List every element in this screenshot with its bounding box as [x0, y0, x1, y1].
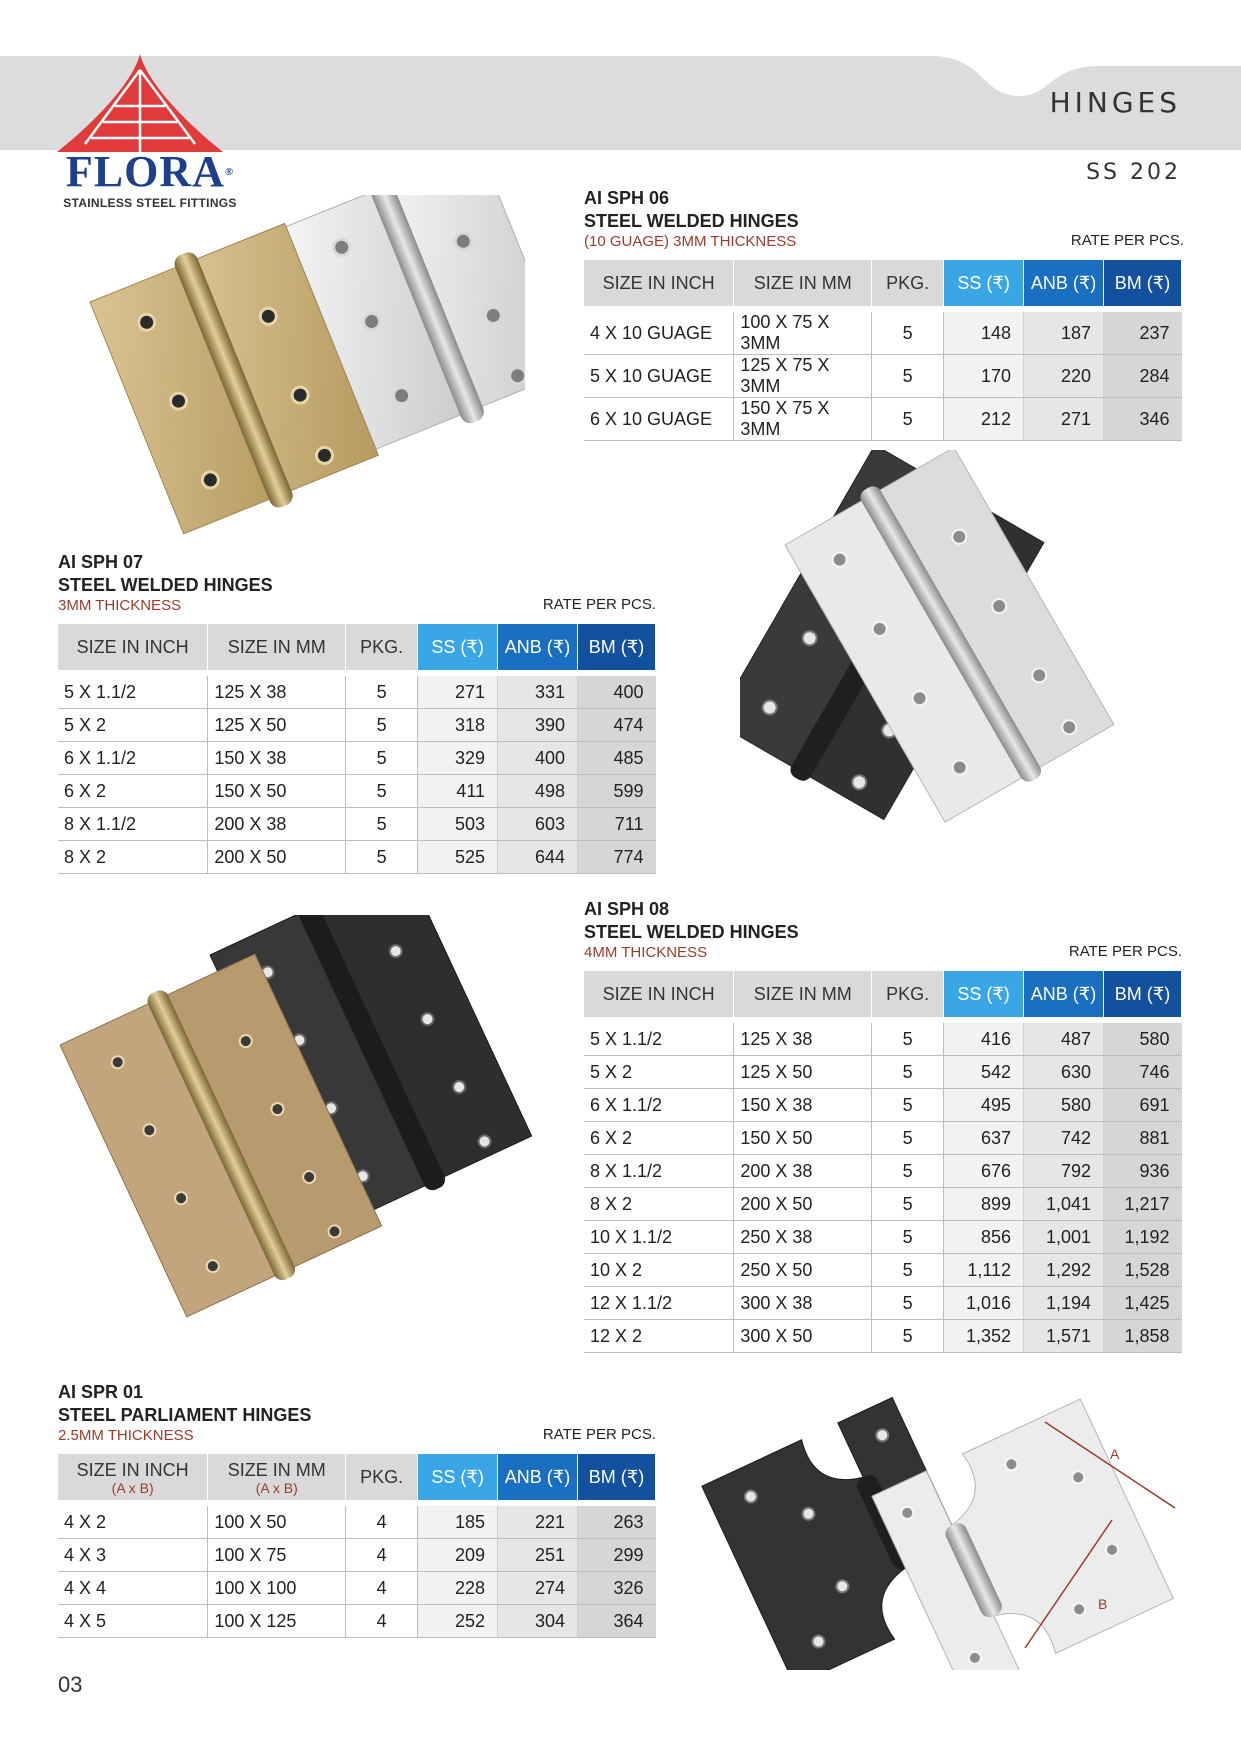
table-row [58, 808, 656, 841]
cell-size-mm: 125 X 50 [208, 709, 346, 742]
table-row [584, 312, 1182, 355]
table-row [58, 1506, 656, 1539]
cell-pkg: 5 [872, 1221, 944, 1254]
cell-ss-price: 676 [944, 1155, 1024, 1188]
cell-ss-price: 1,352 [944, 1320, 1024, 1353]
cell-anb-price: 304 [498, 1605, 578, 1638]
cell-bm-price: 284 [1104, 355, 1182, 398]
cell-ss-price: 416 [944, 1023, 1024, 1056]
cell-bm-price: 1,425 [1104, 1287, 1182, 1320]
cell-anb-price: 1,571 [1024, 1320, 1104, 1353]
col-size-inch: SIZE IN INCH [584, 260, 734, 306]
table-row [584, 1023, 1182, 1056]
cell-size-inch: 6 X 2 [584, 1122, 734, 1155]
cell-size-inch: 6 X 2 [58, 775, 208, 808]
block-sph06 [584, 186, 1184, 252]
table-row [58, 676, 656, 709]
cell-anb-price: 331 [498, 676, 578, 709]
cell-bm-price: 580 [1104, 1023, 1182, 1056]
cell-pkg: 5 [872, 1023, 944, 1056]
table-row [58, 1572, 656, 1605]
cell-anb-price: 498 [498, 775, 578, 808]
cell-pkg: 5 [872, 1254, 944, 1287]
cell-pkg: 4 [346, 1506, 418, 1539]
cell-ss-price: 637 [944, 1122, 1024, 1155]
cell-ss-price: 318 [418, 709, 498, 742]
col-pkg: PKG. [346, 624, 418, 670]
dimension-a-label: A [1110, 1446, 1120, 1462]
cell-pkg: 5 [872, 1155, 944, 1188]
product-code: AI SPR 01 [58, 1382, 144, 1402]
product-thickness: 3MM THICKNESS [58, 597, 182, 614]
cell-pkg: 5 [872, 1056, 944, 1089]
cell-pkg: 5 [872, 355, 944, 398]
cell-pkg: 5 [346, 709, 418, 742]
table-row [584, 1287, 1182, 1320]
cell-size-inch: 5 X 2 [584, 1056, 734, 1089]
cell-anb-price: 644 [498, 841, 578, 874]
table-row [584, 1056, 1182, 1089]
cell-pkg: 5 [872, 1122, 944, 1155]
cell-ss-price: 252 [418, 1605, 498, 1638]
cell-size-inch: 6 X 1.1/2 [58, 742, 208, 775]
cell-anb-price: 220 [1024, 355, 1104, 398]
cell-anb-price: 630 [1024, 1056, 1104, 1089]
cell-size-mm: 150 X 50 [208, 775, 346, 808]
cell-size-mm: 150 X 75 X 3MM [734, 398, 872, 441]
cell-ss-price: 209 [418, 1539, 498, 1572]
cell-anb-price: 1,292 [1024, 1254, 1104, 1287]
cell-ss-price: 148 [944, 312, 1024, 355]
cell-size-mm: 250 X 38 [734, 1221, 872, 1254]
table-row [584, 355, 1182, 398]
cell-ss-price: 542 [944, 1056, 1024, 1089]
cell-anb-price: 742 [1024, 1122, 1104, 1155]
col-size-inch: SIZE IN INCH [58, 624, 208, 670]
cell-size-inch: 5 X 1.1/2 [58, 676, 208, 709]
hinge-sph06-image [55, 195, 525, 545]
cell-anb-price: 187 [1024, 312, 1104, 355]
table-header-row [58, 1454, 656, 1500]
cell-ss-price: 271 [418, 676, 498, 709]
product-name: STEEL PARLIAMENT HINGES [58, 1405, 312, 1425]
cell-pkg: 5 [346, 775, 418, 808]
col-pkg: PKG. [872, 260, 944, 306]
cell-pkg: 5 [346, 841, 418, 874]
col-bm: BM (₹) [578, 624, 656, 670]
cell-anb-price: 271 [1024, 398, 1104, 441]
col-anb: ANB (₹) [1024, 260, 1104, 306]
price-table-sph06 [584, 260, 1182, 441]
rate-label: RATE PER PCS. [542, 1426, 656, 1443]
cell-bm-price: 474 [578, 709, 656, 742]
cell-pkg: 5 [872, 1188, 944, 1221]
cell-bm-price: 881 [1104, 1122, 1182, 1155]
cell-pkg: 5 [872, 1287, 944, 1320]
cell-anb-price: 1,194 [1024, 1287, 1104, 1320]
cell-bm-price: 364 [578, 1605, 656, 1638]
table-row [58, 709, 656, 742]
cell-ss-price: 1,112 [944, 1254, 1024, 1287]
table-row [58, 1539, 656, 1572]
brand-name: FLORA® [65, 147, 235, 196]
brand-logo-icon [55, 52, 225, 154]
hinge-sph07-image [740, 450, 1170, 890]
cell-size-mm: 100 X 75 X 3MM [734, 312, 872, 355]
cell-bm-price: 746 [1104, 1056, 1182, 1089]
cell-size-inch: 4 X 4 [58, 1572, 208, 1605]
cell-bm-price: 326 [578, 1572, 656, 1605]
cell-pkg: 4 [346, 1572, 418, 1605]
table-row [584, 398, 1182, 441]
col-size-mm: SIZE IN MM (A x B) [208, 1454, 346, 1500]
page-subtitle: SS 202 [1086, 160, 1181, 185]
table-row [584, 1254, 1182, 1287]
cell-anb-price: 580 [1024, 1089, 1104, 1122]
col-pkg: PKG. [346, 1454, 418, 1500]
table-row [58, 775, 656, 808]
cell-size-mm: 100 X 50 [208, 1506, 346, 1539]
cell-ss-price: 495 [944, 1089, 1024, 1122]
table-row [584, 1155, 1182, 1188]
cell-size-inch: 8 X 2 [58, 841, 208, 874]
cell-size-inch: 5 X 2 [58, 709, 208, 742]
product-name: STEEL WELDED HINGES [584, 211, 799, 231]
cell-ss-price: 411 [418, 775, 498, 808]
cell-pkg: 4 [346, 1539, 418, 1572]
cell-anb-price: 221 [498, 1506, 578, 1539]
cell-bm-price: 599 [578, 775, 656, 808]
col-size-mm: SIZE IN MM [734, 260, 872, 306]
cell-pkg: 5 [346, 676, 418, 709]
cell-anb-price: 274 [498, 1572, 578, 1605]
hinge-spr01-image [675, 1380, 1185, 1670]
cell-ss-price: 185 [418, 1506, 498, 1539]
col-ss: SS (₹) [418, 624, 498, 670]
block-sph08 [584, 897, 1184, 963]
cell-size-mm: 200 X 50 [734, 1188, 872, 1221]
cell-size-mm: 150 X 38 [208, 742, 346, 775]
cell-ss-price: 228 [418, 1572, 498, 1605]
rate-label: RATE PER PCS. [542, 596, 656, 613]
cell-size-inch: 10 X 1.1/2 [584, 1221, 734, 1254]
cell-size-mm: 200 X 38 [208, 808, 346, 841]
cell-size-mm: 125 X 38 [734, 1023, 872, 1056]
cell-size-mm: 150 X 50 [734, 1122, 872, 1155]
cell-pkg: 5 [872, 312, 944, 355]
cell-size-inch: 10 X 2 [584, 1254, 734, 1287]
col-bm: BM (₹) [578, 1454, 656, 1500]
product-code: AI SPH 08 [584, 899, 670, 919]
col-ss: SS (₹) [418, 1454, 498, 1500]
cell-pkg: 4 [346, 1605, 418, 1638]
cell-size-inch: 8 X 2 [584, 1188, 734, 1221]
cell-ss-price: 170 [944, 355, 1024, 398]
col-anb: ANB (₹) [498, 624, 578, 670]
cell-bm-price: 936 [1104, 1155, 1182, 1188]
cell-anb-price: 1,001 [1024, 1221, 1104, 1254]
col-bm: BM (₹) [1104, 971, 1182, 1017]
col-size-mm: SIZE IN MM [208, 624, 346, 670]
cell-bm-price: 1,528 [1104, 1254, 1182, 1287]
cell-bm-price: 346 [1104, 398, 1182, 441]
cell-bm-price: 1,858 [1104, 1320, 1182, 1353]
table-row [584, 1188, 1182, 1221]
brand-tagline: STAINLESS STEEL FITTINGS [63, 196, 237, 210]
cell-ss-price: 525 [418, 841, 498, 874]
rate-label: RATE PER PCS. [1070, 232, 1184, 249]
cell-size-mm: 150 X 38 [734, 1089, 872, 1122]
table-row [58, 1605, 656, 1638]
cell-ss-price: 212 [944, 398, 1024, 441]
cell-size-mm: 100 X 125 [208, 1605, 346, 1638]
table-row [584, 1320, 1182, 1353]
cell-size-mm: 200 X 38 [734, 1155, 872, 1188]
table-row [58, 742, 656, 775]
cell-size-mm: 100 X 100 [208, 1572, 346, 1605]
price-table-sph08 [584, 971, 1182, 1353]
cell-bm-price: 485 [578, 742, 656, 775]
cell-size-inch: 6 X 10 GUAGE [584, 398, 734, 441]
block-spr01 [58, 1380, 658, 1446]
cell-size-inch: 8 X 1.1/2 [58, 808, 208, 841]
col-size-inch: SIZE IN INCH (A x B) [58, 1454, 208, 1500]
col-bm: BM (₹) [1104, 260, 1182, 306]
cell-bm-price: 400 [578, 676, 656, 709]
cell-size-inch: 12 X 2 [584, 1320, 734, 1353]
cell-size-mm: 100 X 75 [208, 1539, 346, 1572]
table-row [584, 1221, 1182, 1254]
page-number: 03 [58, 1672, 83, 1697]
product-thickness: 4MM THICKNESS [584, 944, 708, 961]
cell-bm-price: 1,217 [1104, 1188, 1182, 1221]
cell-bm-price: 774 [578, 841, 656, 874]
cell-size-mm: 125 X 50 [734, 1056, 872, 1089]
cell-size-inch: 4 X 5 [58, 1605, 208, 1638]
cell-pkg: 5 [346, 742, 418, 775]
cell-pkg: 5 [346, 808, 418, 841]
col-ss: SS (₹) [944, 971, 1024, 1017]
cell-pkg: 5 [872, 1320, 944, 1353]
cell-anb-price: 251 [498, 1539, 578, 1572]
hinge-sph08-image [60, 915, 540, 1335]
block-sph07 [58, 550, 658, 616]
col-size-inch: SIZE IN INCH [584, 971, 734, 1017]
col-ss: SS (₹) [944, 260, 1024, 306]
cell-anb-price: 390 [498, 709, 578, 742]
cell-size-inch: 5 X 10 GUAGE [584, 355, 734, 398]
col-anb: ANB (₹) [1024, 971, 1104, 1017]
product-name: STEEL WELDED HINGES [584, 922, 799, 942]
cell-bm-price: 691 [1104, 1089, 1182, 1122]
cell-bm-price: 1,192 [1104, 1221, 1182, 1254]
dimension-b-label: B [1098, 1596, 1108, 1612]
price-table-spr01 [58, 1454, 656, 1638]
cell-size-inch: 5 X 1.1/2 [584, 1023, 734, 1056]
table-header-row [584, 260, 1182, 306]
cell-pkg: 5 [872, 1089, 944, 1122]
table-row [584, 1122, 1182, 1155]
table-row [58, 841, 656, 874]
cell-bm-price: 263 [578, 1506, 656, 1539]
cell-size-mm: 125 X 75 X 3MM [734, 355, 872, 398]
cell-size-mm: 200 X 50 [208, 841, 346, 874]
product-code: AI SPH 06 [584, 188, 670, 208]
cell-size-inch: 8 X 1.1/2 [584, 1155, 734, 1188]
cell-ss-price: 856 [944, 1221, 1024, 1254]
cell-size-mm: 300 X 50 [734, 1320, 872, 1353]
product-code: AI SPH 07 [58, 552, 144, 572]
cell-ss-price: 329 [418, 742, 498, 775]
rate-label: RATE PER PCS. [1068, 943, 1182, 960]
cell-size-mm: 250 X 50 [734, 1254, 872, 1287]
price-table-sph07 [58, 624, 656, 874]
cell-bm-price: 237 [1104, 312, 1182, 355]
cell-ss-price: 503 [418, 808, 498, 841]
cell-anb-price: 400 [498, 742, 578, 775]
table-row [584, 1089, 1182, 1122]
product-thickness: 2.5MM THICKNESS [58, 1427, 194, 1444]
cell-anb-price: 487 [1024, 1023, 1104, 1056]
cell-anb-price: 792 [1024, 1155, 1104, 1188]
col-pkg: PKG. [872, 971, 944, 1017]
cell-ss-price: 1,016 [944, 1287, 1024, 1320]
product-thickness: (10 GUAGE) 3MM THICKNESS [584, 233, 797, 250]
cell-size-inch: 12 X 1.1/2 [584, 1287, 734, 1320]
product-name: STEEL WELDED HINGES [58, 575, 273, 595]
cell-size-inch: 4 X 3 [58, 1539, 208, 1572]
cell-anb-price: 1,041 [1024, 1188, 1104, 1221]
col-size-mm: SIZE IN MM [734, 971, 872, 1017]
table-header-row [58, 624, 656, 670]
cell-pkg: 5 [872, 398, 944, 441]
table-header-row [584, 971, 1182, 1017]
cell-size-inch: 4 X 10 GUAGE [584, 312, 734, 355]
cell-size-mm: 300 X 38 [734, 1287, 872, 1320]
cell-size-mm: 125 X 38 [208, 676, 346, 709]
cell-size-inch: 4 X 2 [58, 1506, 208, 1539]
cell-size-inch: 6 X 1.1/2 [584, 1089, 734, 1122]
cell-anb-price: 603 [498, 808, 578, 841]
cell-bm-price: 711 [578, 808, 656, 841]
cell-bm-price: 299 [578, 1539, 656, 1572]
col-anb: ANB (₹) [498, 1454, 578, 1500]
cell-ss-price: 899 [944, 1188, 1024, 1221]
page-title: HINGES [1049, 86, 1181, 119]
